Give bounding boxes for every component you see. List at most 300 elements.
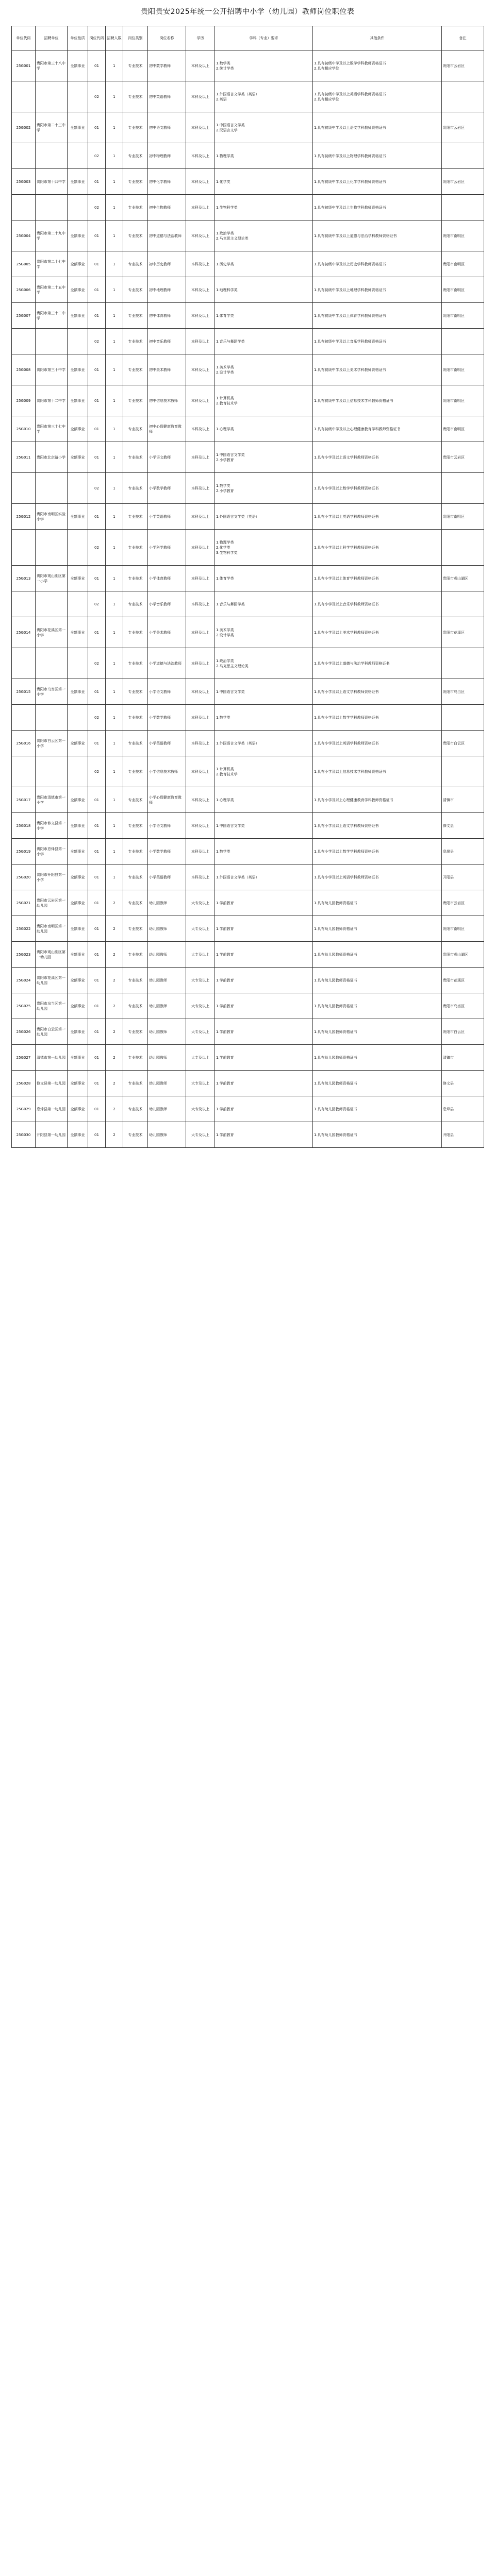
table-cell: 大专及以上 [186,916,215,942]
table-cell: 贵阳市云岩区 [442,112,484,143]
table-cell: 全额事业 [68,221,88,251]
table-cell: 1 [106,81,123,112]
table-cell: 02 [88,329,106,354]
table-cell: 1.具有初级中学及以上道德与法治学科教师资格证书 [313,221,442,251]
table-cell: 全额事业 [68,813,88,839]
page-title: 贵阳贵安2025年统一公开招聘中小学（幼儿园）教师岗位职位表 [140,8,355,16]
table-cell: 1.具有初级中学及以上信息技术学科教师资格证书 [313,385,442,416]
table-cell: 专业技术 [123,251,148,277]
table-cell: 专业技术 [123,112,148,143]
table-cell: 25G008 [12,354,36,385]
table-cell [442,81,484,112]
table-cell: 01 [88,442,106,473]
table-cell: 清镇市 [442,787,484,813]
table-cell: 本科及以上 [186,251,215,277]
header-cell: 岗位类别 [123,26,148,50]
table-cell: 专业技术 [123,993,148,1019]
table-cell: 全额事业 [68,890,88,916]
table-cell: 25G016 [12,731,36,756]
table-cell: 2 [106,916,123,942]
table-cell: 专业技术 [123,591,148,617]
table-cell: 01 [88,1045,106,1071]
table-cell: 1 [106,839,123,865]
table-cell: 1.体育学类 [215,566,313,591]
table-cell: 1.数学类 [215,839,313,865]
table-cell: 小学信息技术教师 [148,756,186,787]
table-cell: 1.具有初级中学及以上体育学科教师资格证书 [313,303,442,329]
table-cell: 1.具有幼儿园教师资格证书 [313,1122,442,1148]
table-cell: 01 [88,277,106,303]
table-cell: 1.学前教育 [215,942,313,968]
table-cell: 贵阳市南明区 [442,221,484,251]
table-cell: 专业技术 [123,1045,148,1071]
table-cell: 专业技术 [123,813,148,839]
table-cell: 25G026 [12,1019,36,1045]
table-cell: 初中物理教师 [148,143,186,169]
table-cell: 贵阳市花溪区 [442,617,484,648]
table-cell: 贵阳市乌当区 [442,993,484,1019]
table-cell: 开阳县 [442,1122,484,1148]
table-cell: 小学英语教师 [148,504,186,530]
table-cell: 02 [88,473,106,504]
table-cell: 02 [88,591,106,617]
table-row [12,504,484,530]
table-cell: 2 [106,890,123,916]
table-row [12,648,484,679]
table-cell: 本科及以上 [186,813,215,839]
table-cell: 全额事业 [68,354,88,385]
table-cell [36,756,68,787]
table-cell: 贵阳市南明区第一幼儿园 [36,916,68,942]
table-cell: 专业技术 [123,221,148,251]
table-cell: 25G009 [12,385,36,416]
table-cell [36,143,68,169]
table-cell: 1.音乐与舞蹈学类 [215,329,313,354]
table-cell: 1.心理学类 [215,787,313,813]
table-cell: 1 [106,705,123,731]
table-cell: 幼儿园教师 [148,1122,186,1148]
table-cell: 1.具有幼儿园教师资格证书 [313,942,442,968]
table-cell: 大专及以上 [186,1096,215,1122]
table-cell: 专业技术 [123,442,148,473]
table-cell: 1.外国语言文学类（英语） 2.英语 [215,81,313,112]
table-cell: 1 [106,143,123,169]
table-cell: 专业技术 [123,1071,148,1096]
table-cell: 1.具有小学及以上心理健康教育学科教师资格证书 [313,787,442,813]
table-cell: 01 [88,251,106,277]
table-cell: 本科及以上 [186,566,215,591]
table-cell: 1.计算机类 2.教育技术学 [215,385,313,416]
table-cell: 1.具有幼儿园教师资格证书 [313,890,442,916]
table-cell: 01 [88,1019,106,1045]
table-cell: 贵阳市第三十二中学 [36,303,68,329]
table-cell: 25G030 [12,1122,36,1148]
table-row [12,1071,484,1096]
table-cell: 小学数学教师 [148,839,186,865]
table-cell: 25G024 [12,968,36,993]
table-cell: 息烽县 [442,1096,484,1122]
table-cell: 贵阳市第二十五中学 [36,277,68,303]
table-cell: 1.具有初级中学及以上语文学科教师资格证书 [313,112,442,143]
table-cell [68,143,88,169]
table-cell: 幼儿园教师 [148,890,186,916]
table-cell: 25G012 [12,504,36,530]
table-cell: 01 [88,112,106,143]
table-cell: 1.外国语言文学类（英语） [215,504,313,530]
table-cell: 息烽县第一幼儿园 [36,1096,68,1122]
table-cell [12,648,36,679]
table-cell: 2 [106,1071,123,1096]
table-cell: 1.具有幼儿园教师资格证书 [313,916,442,942]
header-cell: 招聘单位 [36,26,68,50]
table-cell: 全额事业 [68,731,88,756]
table-cell: 1.具有初级中学及以上历史学科教师资格证书 [313,251,442,277]
table-cell: 25G021 [12,890,36,916]
table-cell [442,530,484,566]
table-cell: 01 [88,169,106,195]
table-cell: 1.具有小学及以上英语学科教师资格证书 [313,731,442,756]
table-header-row [12,26,484,50]
table-cell: 贵阳市第二十九中学 [36,221,68,251]
table-cell: 小学美术教师 [148,617,186,648]
table-cell: 全额事业 [68,277,88,303]
table-cell: 1 [106,617,123,648]
table-cell: 25G014 [12,617,36,648]
table-cell: 专业技术 [123,1122,148,1148]
table-cell: 1.数学类 [215,705,313,731]
table-cell: 01 [88,1096,106,1122]
table-cell: 1 [106,416,123,442]
table-cell: 专业技术 [123,679,148,705]
table-cell: 初中历史教师 [148,251,186,277]
table-cell: 1.具有幼儿园教师资格证书 [313,1019,442,1045]
table-cell: 01 [88,679,106,705]
table-cell: 贵阳市乌当区 [442,679,484,705]
table-cell: 1 [106,442,123,473]
table-cell: 小学数学教师 [148,473,186,504]
table-cell: 1 [106,473,123,504]
table-cell: 1.具有幼儿园教师资格证书 [313,968,442,993]
table-cell: 本科及以上 [186,195,215,221]
table-cell: 小学语文教师 [148,679,186,705]
table-cell: 初中美术教师 [148,354,186,385]
table-cell: 25G025 [12,993,36,1019]
table-cell: 1.政治学类 2.马克思主义理论类 [215,221,313,251]
table-cell: 01 [88,385,106,416]
table-cell: 01 [88,354,106,385]
table-row [12,354,484,385]
table-cell: 1.学前教育 [215,1019,313,1045]
table-cell: 贵阳市云岩区 [442,890,484,916]
table-cell: 1 [106,277,123,303]
table-cell: 1.美术学类 2.设计学类 [215,617,313,648]
header-cell: 单位性质 [68,26,88,50]
table-cell: 25G029 [12,1096,36,1122]
table-row [12,591,484,617]
table-cell: 02 [88,530,106,566]
table-cell: 初中信息技术教师 [148,385,186,416]
table-row [12,473,484,504]
table-cell: 02 [88,705,106,731]
table-row [12,787,484,813]
table-cell: 01 [88,839,106,865]
table-cell: 本科及以上 [186,442,215,473]
table-cell: 本科及以上 [186,648,215,679]
table-cell: 小学心理健康教育教师 [148,787,186,813]
table-cell: 全额事业 [68,865,88,890]
table-cell: 25G003 [12,169,36,195]
table-cell [442,648,484,679]
table-cell: 1.具有幼儿园教师资格证书 [313,1071,442,1096]
table-cell: 幼儿园教师 [148,968,186,993]
table-cell: 1.具有初级中学及以上化学学科教师资格证书 [313,169,442,195]
table-cell: 本科及以上 [186,221,215,251]
table-cell: 贵阳市观山湖区 [442,566,484,591]
table-cell: 本科及以上 [186,329,215,354]
table-cell: 01 [88,50,106,81]
table-cell: 本科及以上 [186,277,215,303]
table-cell: 本科及以上 [186,617,215,648]
table-row [12,679,484,705]
table-cell: 25G027 [12,1045,36,1071]
table-cell: 1.数学类 2.小学教育 [215,473,313,504]
table-cell: 修文县第一幼儿园 [36,1071,68,1096]
table-cell: 1.学前教育 [215,1096,313,1122]
table-cell: 专业技术 [123,1019,148,1045]
table-cell [442,591,484,617]
table-cell: 本科及以上 [186,591,215,617]
table-cell: 贵阳市观山湖区 [442,942,484,968]
table-cell: 全额事业 [68,385,88,416]
table-cell: 贵阳市第十二中学 [36,385,68,416]
table-cell: 25G001 [12,50,36,81]
table-cell: 1.学前教育 [215,1122,313,1148]
table-cell: 1.具有小学及以上体育学科教师资格证书 [313,566,442,591]
table-row [12,993,484,1019]
table-row [12,329,484,354]
table-cell: 大专及以上 [186,1071,215,1096]
table-cell: 1.具有幼儿园教师资格证书 [313,993,442,1019]
table-cell [442,756,484,787]
table-cell: 专业技术 [123,329,148,354]
table-cell: 1 [106,787,123,813]
table-cell: 1.具有小学及以上信息技术学科教师资格证书 [313,756,442,787]
header-cell: 其他条件 [313,26,442,50]
table-cell: 1.具有小学及以上数学学科教师资格证书 [313,705,442,731]
table-cell: 修文县 [442,1071,484,1096]
table-cell: 01 [88,968,106,993]
table-row [12,942,484,968]
table-cell: 01 [88,865,106,890]
table-cell: 小学音乐教师 [148,591,186,617]
header-cell: 岗位代码 [88,26,106,50]
table-cell: 贵阳市南明区 [442,277,484,303]
table-cell: 2 [106,1019,123,1045]
table-cell: 01 [88,221,106,251]
table-cell: 1.学前教育 [215,1045,313,1071]
header-cell: 岗位名称 [148,26,186,50]
table-cell: 1.中国语言文学类 [215,679,313,705]
table-cell: 幼儿园教师 [148,916,186,942]
table-cell: 小学英语教师 [148,865,186,890]
table-cell: 1.具有初级中学及以上美术学科教师资格证书 [313,354,442,385]
table-cell: 初中体育教师 [148,303,186,329]
table-cell: 开阳县第一幼儿园 [36,1122,68,1148]
table-cell: 本科及以上 [186,169,215,195]
table-cell: 幼儿园教师 [148,1019,186,1045]
table-cell: 专业技术 [123,416,148,442]
table-cell: 贵阳市乌当区第一小学 [36,679,68,705]
table-cell: 25G004 [12,221,36,251]
table-cell: 1 [106,566,123,591]
table-cell: 本科及以上 [186,787,215,813]
header-cell: 单位代码 [12,26,36,50]
table-cell: 25G015 [12,679,36,705]
table-cell: 贵阳市第三十七中学 [36,416,68,442]
table-cell [36,648,68,679]
table-cell [36,705,68,731]
table-cell: 1.生物科学类 [215,195,313,221]
table-cell: 1.具有初级中学及以上数学学科教师资格证书 2.具有相应学位 [313,50,442,81]
table-cell: 专业技术 [123,1096,148,1122]
table-cell [36,195,68,221]
table-cell: 小学语文教师 [148,442,186,473]
table-cell: 1.具有小学及以上道德与法治学科教师资格证书 [313,648,442,679]
table-row [12,385,484,416]
table-cell: 全额事业 [68,1019,88,1045]
table-cell: 幼儿园教师 [148,942,186,968]
table-cell: 初中英语教师 [148,81,186,112]
table-cell: 本科及以上 [186,530,215,566]
table-cell: 贵阳市南明区 [442,504,484,530]
table-cell: 25G020 [12,865,36,890]
table-cell: 1 [106,354,123,385]
table-cell [12,591,36,617]
table-cell: 专业技术 [123,473,148,504]
table-cell: 本科及以上 [186,354,215,385]
table-cell: 全额事业 [68,942,88,968]
table-cell: 全额事业 [68,566,88,591]
table-row [12,303,484,329]
table-cell: 1 [106,303,123,329]
table-row [12,1019,484,1045]
table-cell: 初中化学教师 [148,169,186,195]
table-cell: 1.历史学类 [215,251,313,277]
table-cell [12,705,36,731]
table-cell: 1.外国语言文学类（英语） [215,865,313,890]
table-cell: 1.具有初级中学及以上物理学科教师资格证书 [313,143,442,169]
table-row [12,50,484,81]
table-cell: 1 [106,731,123,756]
table-cell: 全额事业 [68,251,88,277]
table-cell: 全额事业 [68,442,88,473]
table-cell: 01 [88,617,106,648]
table-cell: 01 [88,1122,106,1148]
table-body [12,50,484,1148]
table-row [12,112,484,143]
table-cell [68,705,88,731]
table-cell: 25G007 [12,303,36,329]
table-row [12,195,484,221]
table-cell: 贵阳市修文县第一小学 [36,813,68,839]
table-cell: 开阳县 [442,865,484,890]
table-cell [68,81,88,112]
header-cell: 学历 [186,26,215,50]
table-cell: 本科及以上 [186,756,215,787]
table-cell: 1.中国语言文学类 2.小学教育 [215,442,313,473]
table-cell: 本科及以上 [186,731,215,756]
table-cell: 专业技术 [123,81,148,112]
table-cell: 1.具有幼儿园教师资格证书 [313,1045,442,1071]
table-cell [12,473,36,504]
table-cell: 专业技术 [123,916,148,942]
table-cell: 1 [106,504,123,530]
table-cell: 专业技术 [123,648,148,679]
table-cell: 本科及以上 [186,865,215,890]
table-cell: 全额事业 [68,416,88,442]
table-cell: 贵阳市南明区 [442,354,484,385]
table-cell: 1.美术学类 2.设计学类 [215,354,313,385]
table-row [12,916,484,942]
table-cell: 1.具有初级中学及以上英语学科教师资格证书 2.具有相应学位 [313,81,442,112]
table-row [12,1122,484,1148]
table-cell [12,143,36,169]
table-cell: 1.具有小学及以上语文学科教师资格证书 [313,813,442,839]
table-row [12,731,484,756]
table-cell: 25G002 [12,112,36,143]
table-cell: 贵阳市南明区 [442,303,484,329]
table-cell: 幼儿园教师 [148,1045,186,1071]
table-row [12,813,484,839]
table-cell: 1.具有小学及以上数学学科教师资格证书 [313,473,442,504]
table-cell: 1.具有小学及以上音乐学科教师资格证书 [313,591,442,617]
table-cell [442,329,484,354]
table-row [12,442,484,473]
table-cell: 25G010 [12,416,36,442]
table-row [12,839,484,865]
table-row [12,143,484,169]
table-cell: 01 [88,916,106,942]
table-cell: 息烽县 [442,839,484,865]
table-cell: 1 [106,112,123,143]
header-cell: 招聘人数 [106,26,123,50]
table-cell: 大专及以上 [186,1019,215,1045]
table-cell: 专业技术 [123,968,148,993]
table-cell: 贵阳市北京路小学 [36,442,68,473]
table-cell: 本科及以上 [186,50,215,81]
table-cell: 大专及以上 [186,993,215,1019]
table-cell: 02 [88,648,106,679]
table-cell: 01 [88,993,106,1019]
table-cell: 01 [88,890,106,916]
table-cell: 本科及以上 [186,504,215,530]
table-cell: 全额事业 [68,169,88,195]
table-cell: 1.学前教育 [215,993,313,1019]
table-cell: 2 [106,1096,123,1122]
table-cell: 贵阳市白云区 [442,731,484,756]
header-cell: 备注 [442,26,484,50]
table-cell: 幼儿园教师 [148,1096,186,1122]
table-cell: 本科及以上 [186,839,215,865]
table-cell: 01 [88,566,106,591]
table-cell [12,530,36,566]
table-cell: 初中音乐教师 [148,329,186,354]
table-cell: 贵阳市南明区 [442,251,484,277]
table-cell: 修文县 [442,813,484,839]
table-cell: 01 [88,416,106,442]
table-cell: 专业技术 [123,705,148,731]
table-cell: 初中道德与法治教师 [148,221,186,251]
